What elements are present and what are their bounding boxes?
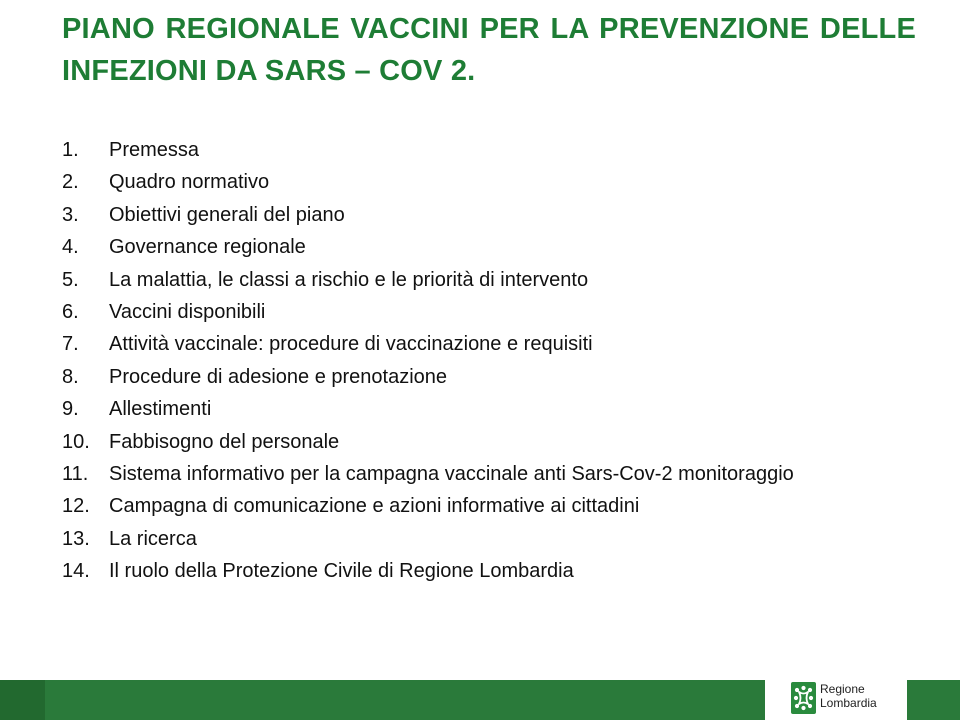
item-text: Attività vaccinale: procedure di vaccinazione e requisiti [109, 333, 593, 356]
list-item [62, 490, 794, 522]
list-item [62, 555, 794, 587]
item-text: Vaccini disponibili [109, 300, 266, 323]
item-text: La malattia, le classi a rischio e le priorità di intervento [109, 268, 589, 291]
list-item [62, 426, 794, 458]
rosa-camuna-icon [791, 682, 816, 714]
list-item [62, 231, 794, 263]
item-number: 9. [62, 398, 79, 421]
list-item [62, 264, 794, 296]
logo-line-1: Regione [820, 682, 865, 696]
item-text: Campagna di comunicazione e azioni informative ai cittadini [109, 495, 640, 518]
item-number: 6. [62, 300, 79, 323]
item-number: 14. [62, 560, 90, 583]
item-text: Il ruolo della Protezione Civile di Regione Lombardia [109, 560, 574, 583]
item-number: 2. [62, 171, 79, 194]
footer-bar-edge [0, 680, 45, 720]
item-number: 8. [62, 365, 79, 388]
item-number: 11. [62, 462, 89, 485]
slide-title: PIANO REGIONALE VACCINI PER LA PREVENZIONE DELLE INFEZIONI DA SARS – COV 2. [62, 13, 916, 87]
list-item [62, 458, 794, 490]
item-text: Quadro normativo [109, 171, 270, 194]
logo-line-2: Lombardia [820, 695, 877, 710]
item-number: 5. [62, 268, 79, 291]
list-item [62, 328, 794, 360]
item-number: 13. [62, 527, 90, 550]
item-text: Governance regionale [109, 236, 306, 259]
regione-lombardia-logo [765, 674, 907, 720]
list-item [62, 393, 794, 425]
item-number: 12. [62, 495, 90, 518]
item-text: Obiettivi generali del piano [109, 203, 345, 226]
item-number: 3. [62, 203, 79, 226]
item-text: Sistema informativo per la campagna vaccinale anti Sars-Cov-2 monitoraggio [109, 462, 794, 485]
item-text: Premessa [109, 139, 200, 161]
list-item [62, 134, 794, 166]
list-item [62, 361, 794, 393]
item-number: 1. [62, 139, 79, 161]
list-item [62, 296, 794, 328]
item-text: La ricerca [109, 527, 197, 550]
list-item [62, 166, 794, 198]
item-number: 7. [62, 333, 79, 356]
table-of-contents [62, 134, 794, 587]
item-text: Procedure di adesione e prenotazione [109, 365, 448, 388]
item-text: Allestimenti [109, 398, 212, 421]
logo-wordmark [820, 683, 877, 710]
list-item [62, 199, 794, 231]
item-text: Fabbisogno del personale [109, 430, 340, 453]
list-item [62, 523, 794, 555]
item-number: 10. [62, 430, 90, 453]
item-number: 4. [62, 236, 79, 259]
